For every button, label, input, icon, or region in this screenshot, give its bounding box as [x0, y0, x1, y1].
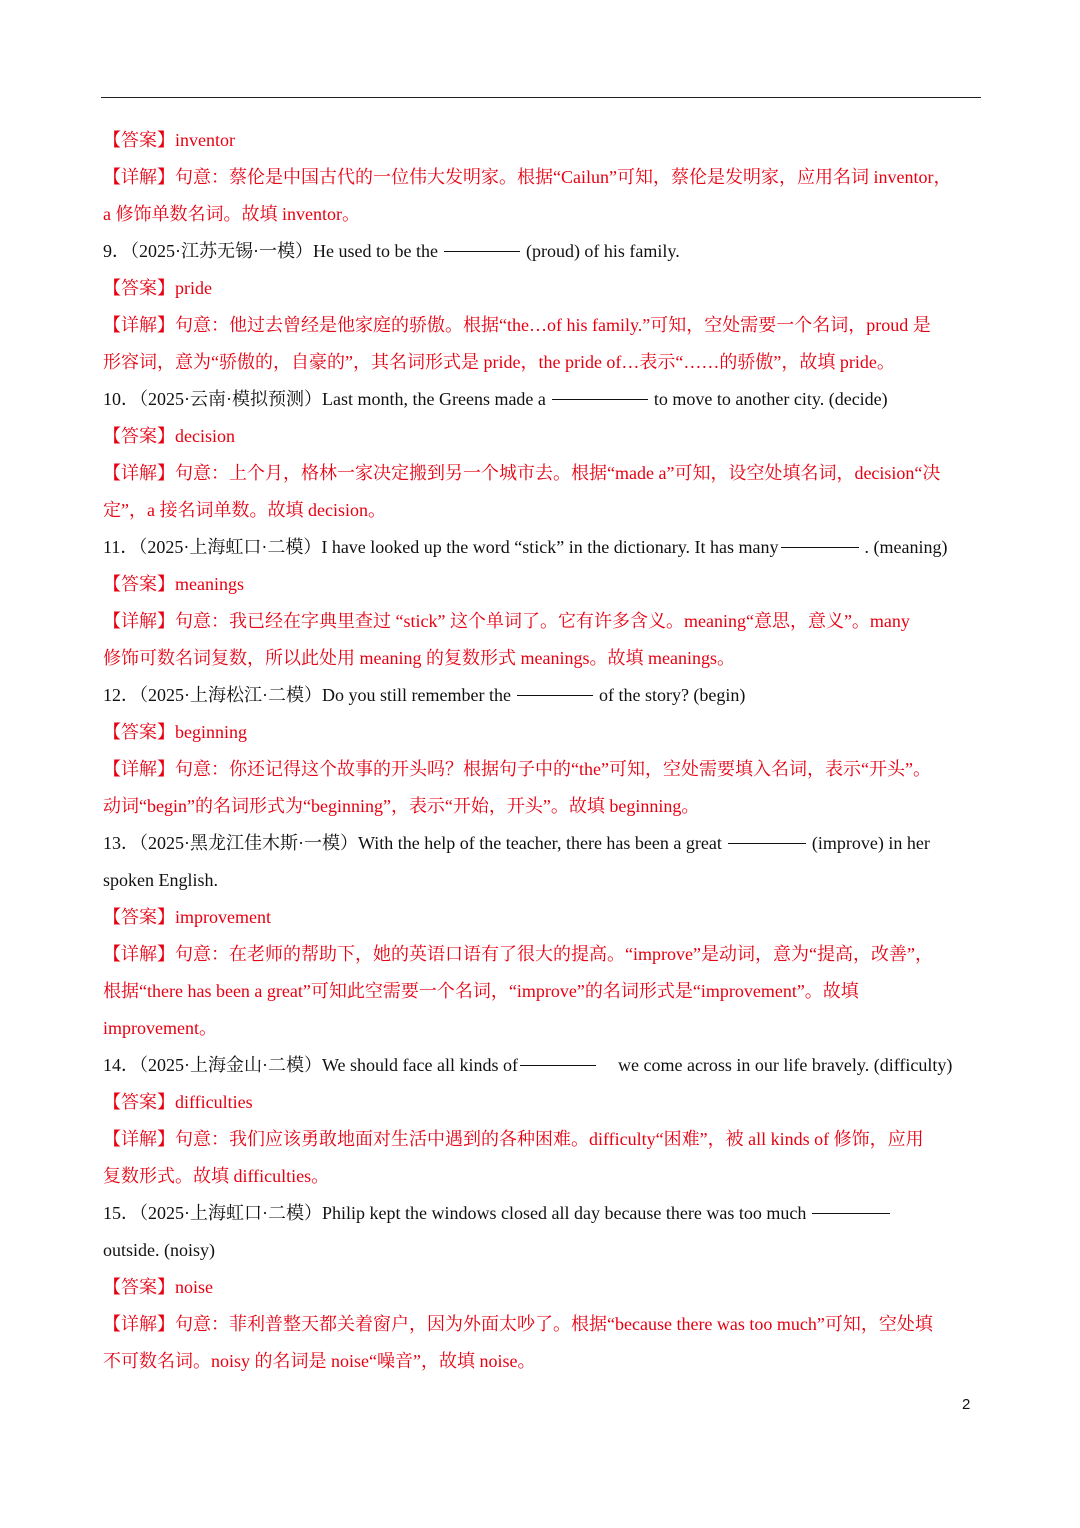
page-number: 2	[962, 1396, 971, 1413]
question-text-after: . (meaning)	[864, 537, 948, 557]
answer-line: 【答案】difficulties	[103, 1092, 253, 1112]
explanation-line: 根据“there has been a great”可知此空需要一个名词，“improve”的名词形式是“improvement”。故填	[103, 981, 859, 1001]
answer-line: 【答案】improvement	[103, 907, 271, 927]
question-text: 9．（2025·江苏无锡·一模）He used to be the	[103, 241, 438, 261]
answer-blank	[517, 695, 593, 696]
explanation-line: 【详解】句意：蔡伦是中国古代的一位伟大发明家。根据“Cailun”可知，蔡伦是发明家，应用名词 inventor，	[103, 167, 952, 187]
question-text: 15．（2025·上海虹口·二模）Philip kept the windows closed all day because there was too much	[103, 1203, 807, 1223]
explanation-line: a 修饰单数名词。故填 inventor。	[103, 204, 360, 224]
answer-blank	[781, 547, 859, 548]
question-line	[103, 677, 985, 714]
answer-blank	[812, 1213, 890, 1214]
question-line	[103, 381, 985, 418]
answer-line: 【答案】pride	[103, 278, 212, 298]
answer-line: 【答案】beginning	[103, 722, 247, 742]
explanation-line: 修饰可数名词复数，所以此处用 meaning 的复数形式 meanings。故填 meanings。	[103, 648, 735, 668]
answer-blank	[728, 843, 806, 844]
question-line	[103, 233, 985, 270]
answer-line: 【答案】noise	[103, 1277, 213, 1297]
question-text: 14．（2025·上海金山·二模）We should face all kinds of	[103, 1055, 518, 1075]
answer-blank	[520, 1065, 596, 1066]
question-text-after: we come across in our life bravely. (difficulty)	[617, 1055, 953, 1075]
answer-blank	[552, 399, 648, 400]
question-line	[103, 1047, 985, 1084]
question-text-after: (improve) in her	[811, 833, 930, 853]
explanation-line: 不可数名词。noisy 的名词是 noise“噪音”，故填 noise。	[103, 1351, 536, 1371]
answer-line: 【答案】decision	[103, 426, 235, 446]
header-rule	[101, 97, 981, 98]
question-text: 13．（2025·黑龙江佳木斯·一模）With the help of the teacher, there has been a great	[103, 833, 722, 853]
explanation-line: 定”，a 接名词单数。故填 decision。	[103, 500, 386, 520]
answer-line: 【答案】inventor	[103, 130, 235, 150]
explanation-line: 【详解】句意：菲利普整天都关着窗户，因为外面太吵了。根据“because there was too much”可知，空处填	[103, 1314, 933, 1334]
text-line: spoken English.	[103, 870, 218, 890]
question-text: 10．（2025·云南·模拟预测）Last month, the Greens made a	[103, 389, 546, 409]
explanation-line: 【详解】句意：他过去曾经是他家庭的骄傲。根据“the…of his family.”可知，空处需要一个名词，proud 是	[103, 315, 931, 335]
question-text-after: of the story? (begin)	[598, 685, 746, 705]
explanation-line: 【详解】句意：我们应该勇敢地面对生活中遇到的各种困难。difficulty“困难”，被 all kinds of 修饰，应用	[103, 1129, 924, 1149]
document-body	[103, 122, 985, 1380]
question-text-after: (proud) of his family.	[525, 241, 680, 261]
answer-blank	[444, 251, 520, 252]
text-line: outside. (noisy)	[103, 1240, 215, 1260]
question-line	[103, 1195, 985, 1232]
explanation-line: 【详解】句意：我已经在字典里查过 “stick” 这个单词了。它有许多含义。meaning“意思，意义”。many	[103, 611, 910, 631]
answer-line: 【答案】meanings	[103, 574, 244, 594]
explanation-line: 动词“begin”的名词形式为“beginning”，表示“开始，开头”。故填 beginning。	[103, 796, 700, 816]
explanation-line: 【详解】句意：上个月，格林一家决定搬到另一个城市去。根据“made a”可知，设空处填名词，decision“决	[103, 463, 941, 483]
question-text: 12．（2025·上海松江·二模）Do you still remember the	[103, 685, 511, 705]
question-text: 11．（2025·上海虹口·二模）I have looked up the word “stick” in the dictionary. It has many	[103, 537, 779, 557]
explanation-line: 复数形式。故填 difficulties。	[103, 1166, 330, 1186]
explanation-line: improvement。	[103, 1018, 217, 1038]
explanation-line: 形容词，意为“骄傲的，自豪的”，其名词形式是 pride，the pride of…表示“……的骄傲”，故填 pride。	[103, 352, 895, 372]
explanation-line: 【详解】句意：你还记得这个故事的开头吗？根据句子中的“the”可知，空处需要填入名词，表示“开头”。	[103, 759, 931, 779]
question-text-after: to move to another city. (decide)	[653, 389, 888, 409]
question-line	[103, 825, 985, 862]
explanation-line: 【详解】句意：在老师的帮助下，她的英语口语有了很大的提高。“improve”是动词，意为“提高，改善”，	[103, 944, 933, 964]
question-line	[103, 529, 985, 566]
